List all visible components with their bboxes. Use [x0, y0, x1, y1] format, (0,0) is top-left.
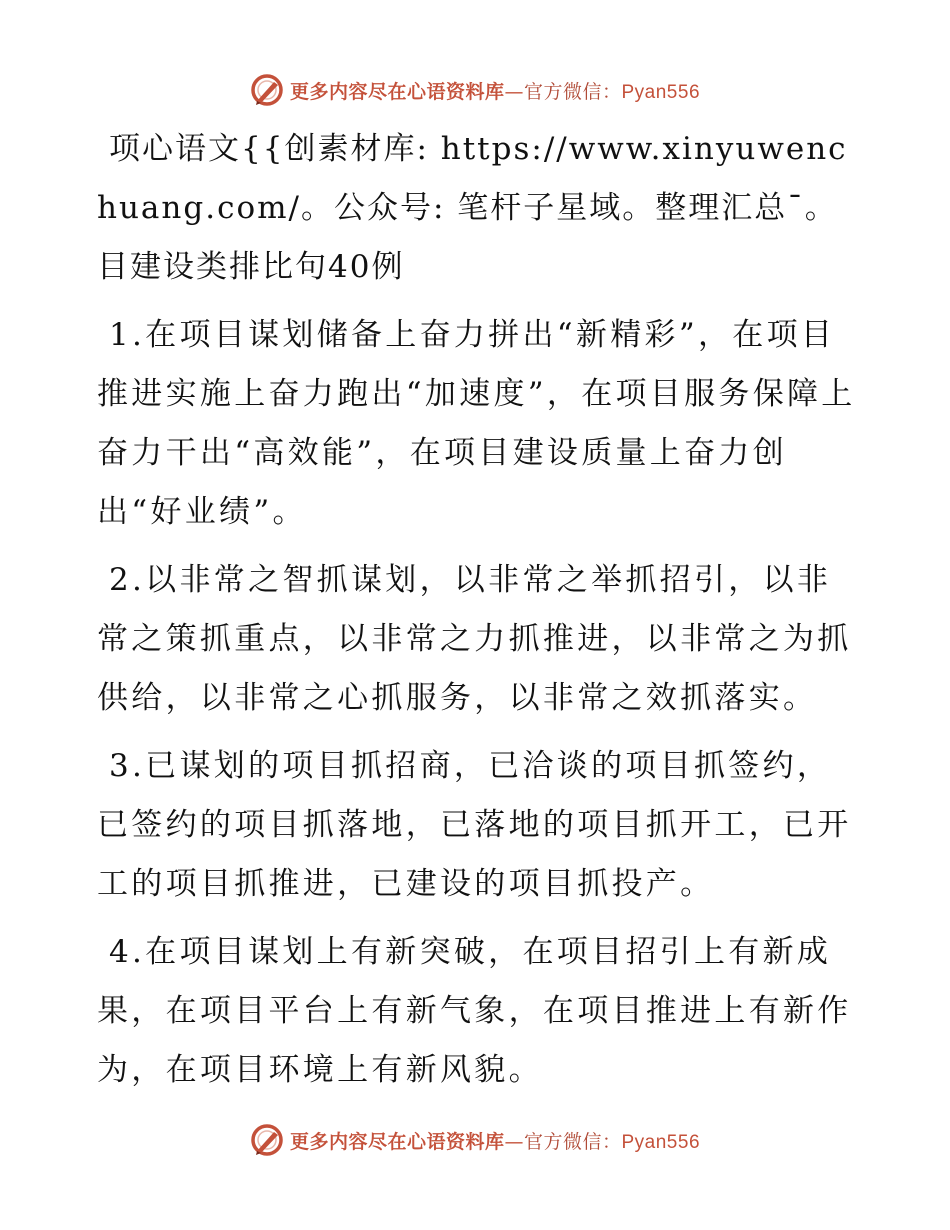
banner-wechat-label: 官方微信： [523, 1130, 622, 1153]
banner-dash: — [504, 1130, 524, 1153]
document-header-paragraph: 项心语文{{创素材库: https://www.xinyuwenchuang.com/。公众号: 笔杆子星域。整理汇总¯。目建设类排比句40例 [97, 131, 848, 285]
list-item: 3.已谋划的项目抓招商，已洽谈的项目抓签约，已签约的项目抓落地，已落地的项目抓开工，已开工的项目抓推进，已建设的项目抓投产。 [97, 748, 852, 902]
list-item: 1.在项目谋划储备上奋力拼出“新精彩”，在项目推进实施上奋力跑出“加速度”，在项目服务保障上奋力干出“高效能”，在项目建设质量上奋力创出“好业绩”。 [97, 317, 856, 530]
banner-main-text: 更多内容尽在心语资料库 [289, 1130, 505, 1153]
document-body [97, 120, 857, 1100]
pen-logo-icon [250, 73, 284, 107]
header-watermark-banner [0, 70, 950, 110]
banner-wechat-id: Pyan556 [621, 1131, 701, 1153]
banner-main-text: 更多内容尽在心语资料库 [289, 80, 505, 103]
banner-wechat-id: Pyan556 [621, 81, 701, 103]
pen-logo-icon [250, 1123, 284, 1157]
banner-wechat-label: 官方微信： [523, 80, 622, 103]
footer-watermark-banner [0, 1120, 950, 1160]
banner-dash: — [504, 80, 524, 103]
list-item: 4.在项目谋划上有新突破，在项目招引上有新成果，在项目平台上有新气象，在项目推进上有新作为，在项目环境上有新风貌。 [97, 934, 852, 1088]
list-item: 2.以非常之智抓谋划，以非常之举抓招引，以非常之策抓重点，以非常之力抓推进，以非常之为抓供给，以非常之心抓服务，以非常之效抓落实。 [97, 562, 852, 716]
